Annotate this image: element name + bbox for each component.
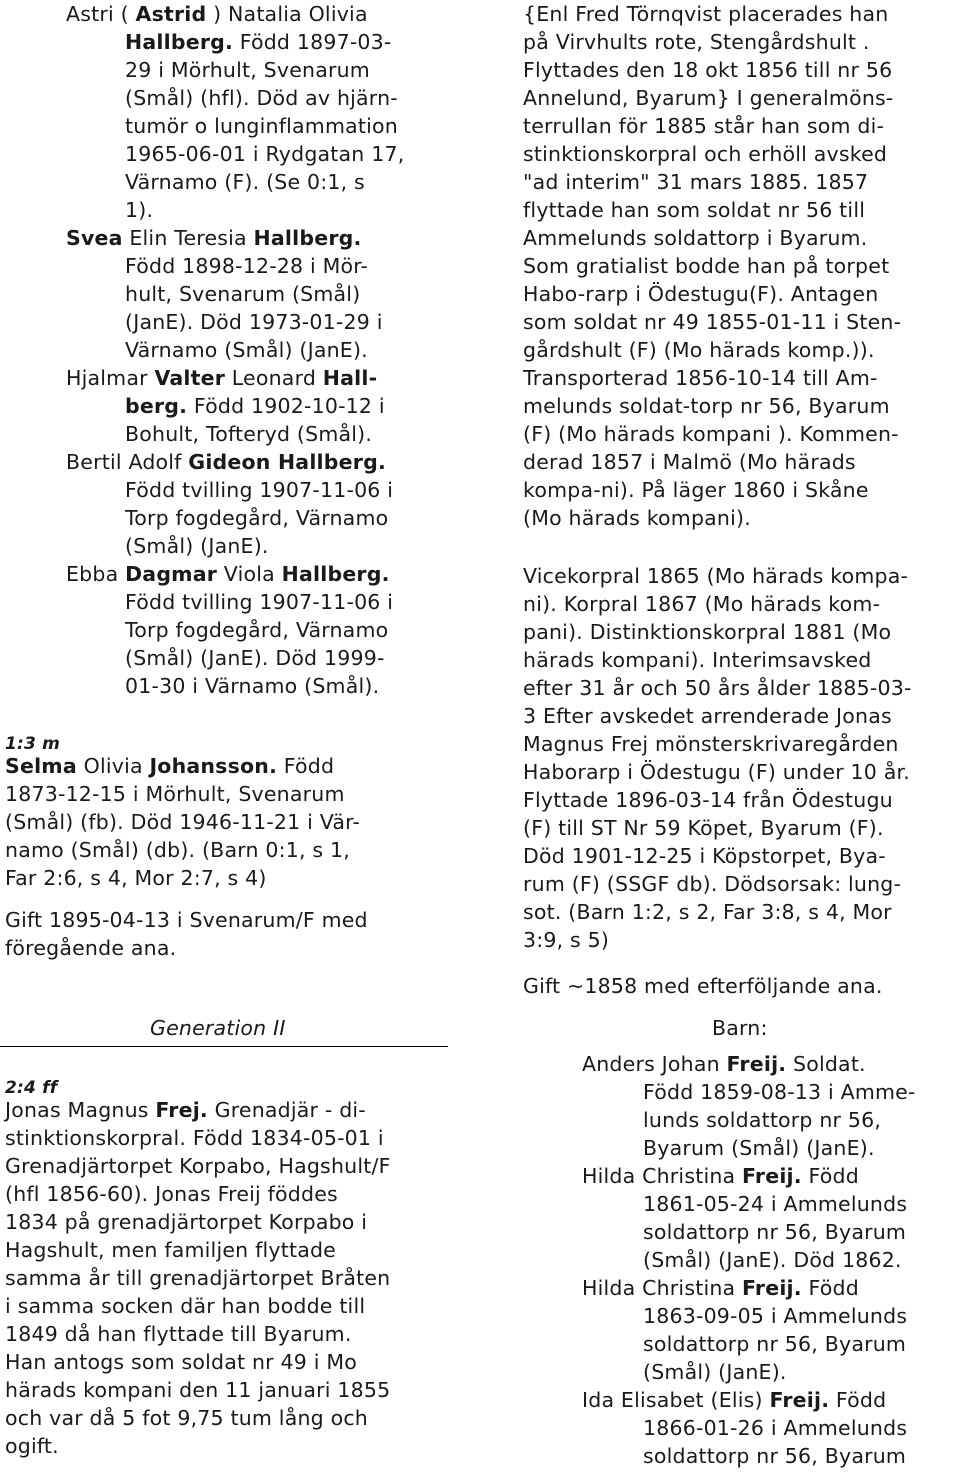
bold-name-text: Freij. bbox=[769, 1388, 830, 1412]
body-text: Född bbox=[829, 1388, 887, 1412]
bold-name-text: Frej. bbox=[155, 1098, 208, 1122]
body-text: stinktionskorpral. Född 1834-05-01 i bbox=[5, 1126, 384, 1150]
body-text: efter 31 år och 50 års ålder 1885-03- bbox=[523, 676, 912, 700]
body-text: (Mo härads kompani). bbox=[523, 506, 751, 530]
left-line bbox=[150, 1014, 286, 1042]
left-line bbox=[125, 140, 404, 168]
bold-name-text: Freij. bbox=[742, 1164, 802, 1188]
left-line bbox=[5, 752, 334, 780]
body-text: sot. (Barn 1:2, s 2, Far 3:8, s 4, Mor bbox=[523, 900, 892, 924]
left-line bbox=[125, 112, 398, 140]
body-text: Död 1901-12-25 i Köpstorpet, Bya- bbox=[523, 844, 886, 868]
body-text: Född 1902-10-12 i bbox=[187, 394, 385, 418]
body-text: Född bbox=[801, 1164, 859, 1188]
body-text: (Smål) (fb). Död 1946-11-21 i Vär- bbox=[5, 810, 361, 834]
right-line bbox=[523, 730, 899, 758]
right-line bbox=[643, 1302, 907, 1330]
left-line bbox=[5, 1432, 59, 1460]
right-line bbox=[523, 448, 856, 476]
body-text: 1863-09-05 i Ammelunds bbox=[643, 1304, 908, 1328]
right-line bbox=[582, 1274, 859, 1302]
body-text: Annelund, Byarum} I generalmöns- bbox=[523, 86, 894, 110]
body-text: 01-30 i Värnamo (Smål). bbox=[125, 674, 380, 698]
body-text: Född tvilling 1907-11-06 i bbox=[125, 590, 394, 614]
left-line bbox=[5, 1124, 384, 1152]
body-text: Född bbox=[277, 754, 335, 778]
bold-name-text: Dagmar bbox=[125, 562, 218, 586]
right-line bbox=[523, 224, 867, 252]
right-line bbox=[523, 504, 751, 532]
right-line bbox=[523, 168, 868, 196]
body-text: Hilda Christina bbox=[582, 1164, 743, 1188]
left-line bbox=[125, 84, 398, 112]
body-text: (Smål) (JanE). bbox=[643, 1360, 787, 1384]
left-line bbox=[125, 672, 379, 700]
body-text: Viola bbox=[217, 562, 282, 586]
body-text: {Enl Fred Törnqvist placerades han bbox=[523, 2, 889, 26]
body-text: 1834 på grenadjärtorpet Korpabo i bbox=[5, 1210, 368, 1234]
right-line bbox=[643, 1330, 906, 1358]
body-text: soldattorp nr 56, Byarum bbox=[643, 1332, 907, 1356]
left-line bbox=[125, 504, 388, 532]
body-text: Värnamo (Smål) (JanE). bbox=[125, 338, 368, 362]
body-text: Torp fogdegård, Värnamo bbox=[125, 506, 389, 530]
body-text: och var då 5 fot 9,75 tum lång och bbox=[5, 1406, 368, 1430]
body-text: Vicekorpral 1865 (Mo härads kompa- bbox=[523, 564, 909, 588]
right-line bbox=[523, 618, 891, 646]
body-text: Elin Teresia bbox=[122, 226, 254, 250]
right-line bbox=[523, 280, 878, 308]
left-line bbox=[5, 864, 267, 892]
right-line bbox=[523, 308, 901, 336]
body-text: Ebba bbox=[66, 562, 126, 586]
right-line bbox=[523, 786, 893, 814]
right-line bbox=[523, 870, 901, 898]
body-text: härads kompani). Interimsavsked bbox=[523, 648, 872, 672]
body-text: Soldat. bbox=[786, 1052, 866, 1076]
body-text: 1861-05-24 i Ammelunds bbox=[643, 1192, 908, 1216]
body-text: föregående ana. bbox=[5, 936, 177, 960]
body-text: Född 1859-08-13 i Amme- bbox=[643, 1080, 916, 1104]
left-line bbox=[5, 1264, 390, 1292]
right-line bbox=[523, 926, 609, 954]
right-line bbox=[712, 1014, 768, 1042]
generation-divider bbox=[0, 1046, 448, 1047]
body-text: Född bbox=[801, 1276, 859, 1300]
right-line bbox=[643, 1078, 916, 1106]
left-line bbox=[5, 808, 360, 836]
body-text: ogift. bbox=[5, 1434, 59, 1458]
right-line bbox=[523, 112, 884, 140]
right-line bbox=[523, 252, 889, 280]
left-line bbox=[66, 364, 377, 392]
right-line bbox=[523, 590, 880, 618]
left-line bbox=[125, 588, 393, 616]
left-line bbox=[5, 1152, 391, 1180]
right-line bbox=[523, 0, 888, 28]
body-text: soldattorp nr 56, Byarum bbox=[643, 1444, 907, 1468]
body-text: Bohult, Tofteryd (Smål). bbox=[125, 422, 373, 446]
right-line bbox=[523, 972, 883, 1000]
right-line bbox=[582, 1162, 859, 1190]
entry-number: 1:3 m bbox=[5, 734, 61, 754]
right-line bbox=[523, 392, 890, 420]
right-line bbox=[523, 140, 887, 168]
body-text: Som gratialist bodde han på torpet bbox=[523, 254, 890, 278]
body-text: (JanE). Död 1973-01-29 i bbox=[125, 310, 383, 334]
body-text: Han antogs som soldat nr 49 i Mo bbox=[5, 1350, 357, 1374]
body-text: lunds soldattorp nr 56, bbox=[643, 1108, 882, 1132]
right-line bbox=[523, 646, 872, 674]
bold-name-text: Astrid bbox=[135, 2, 207, 26]
left-line bbox=[5, 1348, 357, 1376]
right-line bbox=[523, 702, 892, 730]
left-line bbox=[5, 1236, 336, 1264]
right-line bbox=[523, 336, 875, 364]
body-text: (F) (Mo härads kompani ). Kommen- bbox=[523, 422, 899, 446]
right-line bbox=[523, 674, 912, 702]
body-text: Hilda Christina bbox=[582, 1276, 743, 1300]
right-line bbox=[643, 1218, 906, 1246]
body-text: kompa-ni). På läger 1860 i Skåne bbox=[523, 478, 869, 502]
body-text: i samma socken där han bodde till bbox=[5, 1294, 366, 1318]
left-line bbox=[125, 420, 372, 448]
body-text: gårdshult (F) (Mo härads komp.)). bbox=[523, 338, 875, 362]
entry-number: 2:4 ff bbox=[5, 1078, 58, 1098]
left-line bbox=[125, 616, 388, 644]
right-line bbox=[523, 758, 910, 786]
body-text: ) Natalia Olivia bbox=[206, 2, 368, 26]
left-line bbox=[125, 252, 368, 280]
left-line bbox=[125, 168, 365, 196]
right-line bbox=[523, 562, 908, 590]
body-text: (Smål) (JanE). bbox=[125, 534, 269, 558]
body-text: Född tvilling 1907-11-06 i bbox=[125, 478, 394, 502]
body-text: Byarum (Smål) (JanE). bbox=[643, 1136, 875, 1160]
right-line bbox=[523, 814, 884, 842]
body-text: 1866-01-26 i Ammelunds bbox=[643, 1416, 908, 1440]
body-text: (hfl 1856-60). Jonas Freij föddes bbox=[5, 1182, 338, 1206]
right-line bbox=[523, 842, 886, 870]
body-text: Far 2:6, s 4, Mor 2:7, s 4) bbox=[5, 866, 267, 890]
right-line bbox=[523, 364, 878, 392]
body-text: Habo-rarp i Ödestugu(F). Antagen bbox=[523, 282, 879, 306]
body-text: (F) till ST Nr 59 Köpet, Byarum (F). bbox=[523, 816, 884, 840]
left-line bbox=[66, 560, 390, 588]
right-line bbox=[523, 28, 870, 56]
right-line bbox=[643, 1134, 875, 1162]
right-line bbox=[643, 1106, 881, 1134]
left-line bbox=[125, 476, 393, 504]
bold-name-text: Johansson. bbox=[149, 754, 278, 778]
left-line bbox=[5, 1208, 367, 1236]
left-line bbox=[5, 934, 176, 962]
bold-name-text: Hallberg. bbox=[253, 226, 362, 250]
bold-name-text: Valter bbox=[154, 366, 226, 390]
right-line bbox=[523, 196, 865, 224]
body-text: Olivia bbox=[76, 754, 150, 778]
body-text: Torp fogdegård, Värnamo bbox=[125, 618, 389, 642]
body-text: Flyttade 1896-03-14 från Ödestugu bbox=[523, 788, 893, 812]
body-text: derad 1857 i Malmö (Mo härads bbox=[523, 450, 856, 474]
left-line bbox=[125, 28, 392, 56]
left-line bbox=[5, 1404, 368, 1432]
body-text: 1873-12-15 i Mörhult, Svenarum bbox=[5, 782, 345, 806]
left-line bbox=[5, 1096, 366, 1124]
right-line bbox=[582, 1050, 866, 1078]
body-text: terrullan för 1885 står han som di- bbox=[523, 114, 885, 138]
body-text: Gift ~1858 med efterföljande ana. bbox=[523, 974, 883, 998]
bold-name-text: Hallberg. bbox=[125, 30, 233, 54]
body-text: (Smål) (JanE). Död 1999- bbox=[125, 646, 385, 670]
left-line bbox=[5, 1320, 352, 1348]
body-text: Grenadjär - di- bbox=[207, 1098, 366, 1122]
body-text: (Smål) (JanE). Död 1862. bbox=[643, 1248, 902, 1272]
body-text: på Virvhults rote, Stengårdshult . bbox=[523, 30, 870, 54]
body-text: tumör o lunginflammation bbox=[125, 114, 398, 138]
left-line bbox=[5, 1376, 390, 1404]
body-text: Ammelunds soldattorp i Byarum. bbox=[523, 226, 868, 250]
left-line bbox=[5, 906, 368, 934]
body-text: "ad interim" 31 mars 1885. 1857 bbox=[523, 170, 869, 194]
bold-name-text: Freij. bbox=[742, 1276, 802, 1300]
body-text: ni). Korpral 1867 (Mo härads kom- bbox=[523, 592, 881, 616]
body-text: rum (F) (SSGF db). Dödsorsak: lung- bbox=[523, 872, 902, 896]
body-text: stinktionskorpral och erhöll avsked bbox=[523, 142, 888, 166]
left-line bbox=[125, 644, 385, 672]
body-text: Gift 1895-04-13 i Svenarum/F med bbox=[5, 908, 368, 932]
body-text: 1). bbox=[125, 198, 154, 222]
body-text: pani). Distinktionskorpral 1881 (Mo bbox=[523, 620, 892, 644]
right-line bbox=[523, 56, 892, 84]
right-line bbox=[643, 1190, 907, 1218]
body-text: hult, Svenarum (Smål) bbox=[125, 282, 361, 306]
generation-heading: Generation II bbox=[150, 1016, 286, 1040]
left-line bbox=[66, 448, 386, 476]
body-text: Barn: bbox=[712, 1016, 768, 1040]
body-text: Ida Elisabet (Elis) bbox=[582, 1388, 770, 1412]
body-text: Transporterad 1856-10-14 till Am- bbox=[523, 366, 878, 390]
right-line bbox=[523, 84, 894, 112]
left-line bbox=[5, 836, 350, 864]
body-text: (Smål) (hfl). Död av hjärn- bbox=[125, 86, 398, 110]
body-text: melunds soldat-torp nr 56, Byarum bbox=[523, 394, 890, 418]
left-line bbox=[66, 224, 362, 252]
right-line bbox=[523, 420, 899, 448]
body-text: 1965-06-01 i Rydgatan 17, bbox=[125, 142, 405, 166]
right-line bbox=[582, 1386, 886, 1414]
bold-name-text: Gideon Hallberg. bbox=[188, 450, 386, 474]
body-text: Bertil Adolf bbox=[66, 450, 189, 474]
body-text: Leonard bbox=[225, 366, 323, 390]
body-text: soldattorp nr 56, Byarum bbox=[643, 1220, 907, 1244]
right-line bbox=[643, 1358, 787, 1386]
bold-name-text: Hall- bbox=[322, 366, 378, 390]
body-text: 29 i Mörhult, Svenarum bbox=[125, 58, 370, 82]
bold-name-text: Freij. bbox=[726, 1052, 787, 1076]
left-line bbox=[125, 392, 385, 420]
body-text: Astri ( bbox=[66, 2, 136, 26]
body-text: Värnamo (F). (Se 0:1, s bbox=[125, 170, 365, 194]
bold-name-text: Svea bbox=[66, 226, 123, 250]
right-line bbox=[523, 898, 892, 926]
bold-name-text: Hallberg. bbox=[281, 562, 390, 586]
left-line bbox=[125, 308, 383, 336]
body-text: Hjalmar bbox=[66, 366, 155, 390]
left-line bbox=[125, 196, 153, 224]
body-text: Född 1897-03- bbox=[233, 30, 392, 54]
body-text: Anders Johan bbox=[582, 1052, 727, 1076]
body-text: Jonas Magnus bbox=[5, 1098, 156, 1122]
body-text: flyttade han som soldat nr 56 till bbox=[523, 198, 866, 222]
body-text: härads kompani den 11 januari 1855 bbox=[5, 1378, 391, 1402]
right-line bbox=[643, 1414, 907, 1442]
left-line bbox=[5, 780, 345, 808]
body-text: Magnus Frej mönsterskrivaregården bbox=[523, 732, 899, 756]
body-text: Hagshult, men familjen flyttade bbox=[5, 1238, 336, 1262]
body-text: Född 1898-12-28 i Mör- bbox=[125, 254, 369, 278]
right-line bbox=[643, 1246, 902, 1274]
left-line bbox=[125, 336, 368, 364]
left-line bbox=[5, 1180, 338, 1208]
body-text: 1849 då han flyttade till Byarum. bbox=[5, 1322, 352, 1346]
right-line bbox=[523, 476, 869, 504]
body-text: som soldat nr 49 1855-01-11 i Sten- bbox=[523, 310, 902, 334]
body-text: samma år till grenadjärtorpet Bråten bbox=[5, 1266, 391, 1290]
left-line bbox=[5, 1292, 365, 1320]
body-text: Grenadjärtorpet Korpabo, Hagshult/F bbox=[5, 1154, 391, 1178]
body-text: Haborarp i Ödestugu (F) under 10 år. bbox=[523, 760, 910, 784]
left-line bbox=[125, 56, 370, 84]
body-text: Flyttades den 18 okt 1856 till nr 56 bbox=[523, 58, 893, 82]
left-line bbox=[66, 0, 368, 28]
left-line bbox=[125, 532, 269, 560]
bold-name-text: berg. bbox=[125, 394, 188, 418]
right-line bbox=[643, 1442, 906, 1470]
bold-name-text: Selma bbox=[5, 754, 77, 778]
body-text: namo (Smål) (db). (Barn 0:1, s 1, bbox=[5, 838, 350, 862]
body-text: 3:9, s 5) bbox=[523, 928, 610, 952]
body-text: 3 Efter avskedet arrenderade Jonas bbox=[523, 704, 892, 728]
left-line bbox=[125, 280, 360, 308]
